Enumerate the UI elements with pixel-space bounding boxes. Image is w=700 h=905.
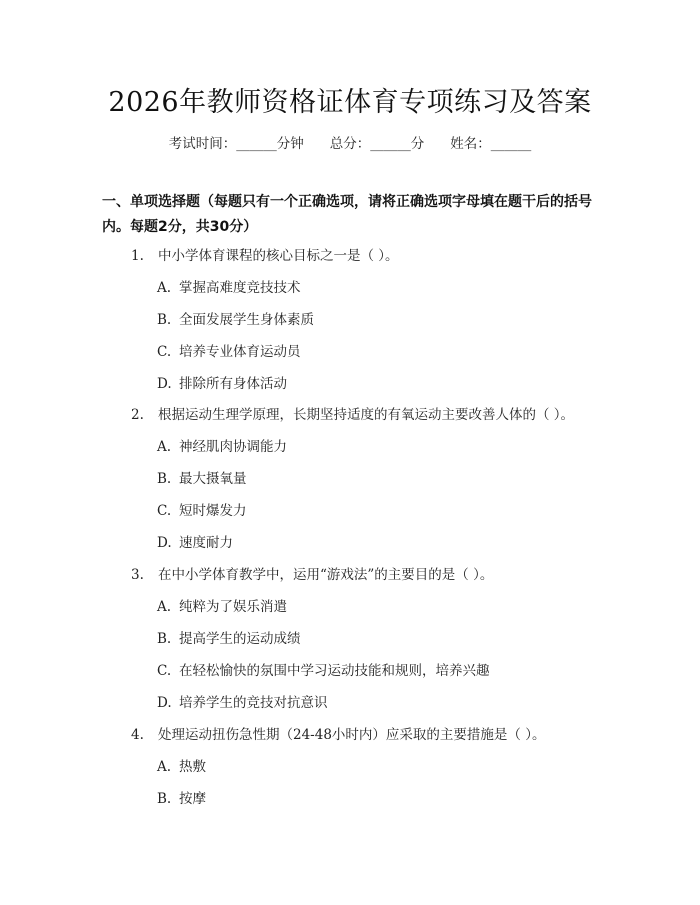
option-label: C. [157,663,172,679]
question-text: 在中小学体育教学中，运用“游戏法”的主要目的是（ ）。 [158,567,494,583]
option-label: A. [157,439,172,455]
question-2-option-c [157,499,247,519]
option-label: C. [157,503,172,519]
question-3-option-c [157,659,490,679]
option-text: 神经肌肉协调能力 [179,439,287,455]
name-field: 姓名：______ [450,136,532,152]
question-4 [131,723,545,743]
option-text: 在轻松愉快的氛围中学习运动技能和规则，培养兴趣 [179,663,490,679]
option-text: 纯粹为了娱乐消遣 [179,599,287,615]
option-label: C. [157,344,172,360]
question-1-option-b [157,308,314,328]
question-1-option-d [157,372,287,392]
question-text: 中小学体育课程的核心目标之一是（ ）。 [158,248,399,264]
question-text: 处理运动扭伤急性期（24-48小时内）应采取的主要措施是（ ）。 [158,727,546,743]
option-label: A. [157,599,172,615]
question-3-option-a [157,595,287,615]
option-label: B. [157,471,172,487]
option-text: 培养学生的竞技对抗意识 [179,695,328,711]
exam-time-field: 考试时间：______分钟 [168,136,304,152]
option-text: 提高学生的运动成绩 [179,631,301,647]
question-3-option-d [157,691,328,711]
question-number: 4. [131,727,144,743]
question-number: 3. [131,567,144,583]
question-2-option-b [157,467,247,487]
question-number: 2. [131,407,144,423]
option-label: B. [157,312,172,328]
option-text: 短时爆发力 [179,503,247,519]
question-4-option-b [157,787,206,807]
section-heading-line-1: 一、单项选择题（每题只有一个正确选项，请将正确选项字母填在题干后的括号 [102,194,592,210]
question-3 [131,563,493,583]
page-title: 2026年教师资格证体育专项练习及答案 [108,87,592,118]
section-heading [102,190,602,240]
option-label: B. [157,631,172,647]
option-text: 速度耐力 [179,535,233,551]
exam-info-row [0,132,700,152]
option-label: D. [157,535,172,551]
option-text: 最大摄氧量 [179,471,247,487]
question-1-option-c [157,340,301,360]
total-score-field: 总分：______分 [329,136,425,152]
option-label: D. [157,376,172,392]
question-1 [131,244,399,264]
question-number: 1. [131,248,144,264]
option-text: 掌握高难度竞技技术 [179,280,301,296]
option-text: 排除所有身体活动 [179,376,287,392]
option-label: A. [157,280,172,296]
question-2-option-a [157,435,287,455]
question-4-option-a [157,755,206,775]
question-1-option-a [157,276,301,296]
option-label: B. [157,791,172,807]
question-text: 根据运动生理学原理，长期坚持适度的有氧运动主要改善人体的（ ）。 [158,407,575,423]
option-text: 全面发展学生身体素质 [179,312,314,328]
question-2 [131,403,574,423]
option-text: 热敷 [179,759,206,775]
question-3-option-b [157,627,301,647]
section-heading-line-2: 内。每题2分，共30分） [102,219,258,235]
option-text: 按摩 [179,791,206,807]
question-2-option-d [157,531,233,551]
option-label: A. [157,759,172,775]
option-label: D. [157,695,172,711]
option-text: 培养专业体育运动员 [179,344,301,360]
